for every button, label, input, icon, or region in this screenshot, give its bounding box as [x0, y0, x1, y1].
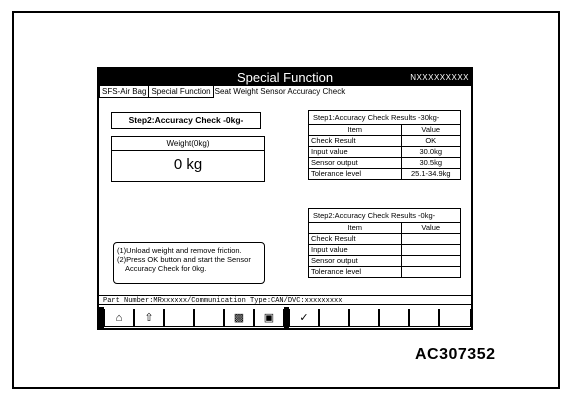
- toolbar-empty-button[interactable]: [439, 309, 471, 327]
- table-row: [309, 234, 460, 245]
- instruction-box: [113, 242, 265, 284]
- toolbar-empty-button[interactable]: [319, 309, 349, 327]
- results-caption: Step1:Accuracy Check Results -30kg-: [309, 111, 460, 125]
- table-row: [309, 158, 460, 169]
- save-button[interactable]: [254, 309, 284, 327]
- toolbar-empty-button[interactable]: [164, 309, 194, 327]
- row-item: Tolerance level: [309, 169, 401, 180]
- breadcrumb: [99, 86, 346, 98]
- breadcrumb-tab-seat-weight-check: Seat Weight Sensor Accuracy Check: [214, 87, 346, 96]
- row-value: 30.0kg: [401, 147, 460, 158]
- instruction-line: (2)Press OK button and start the Sensor: [117, 255, 251, 264]
- weight-panel: [111, 136, 265, 182]
- results-caption: Step2:Accuracy Check Results -0kg-: [309, 209, 460, 223]
- breadcrumb-tab-sfs-air-bag[interactable]: SFS-Air Bag: [99, 86, 149, 98]
- toolbar-empty-button[interactable]: [409, 309, 439, 327]
- results-table-30kg: [308, 110, 461, 180]
- column-header-item: Item: [309, 125, 401, 136]
- column-header-item: Item: [309, 223, 401, 234]
- device-code: NXXXXXXXXX: [410, 73, 469, 82]
- row-value: OK: [401, 136, 460, 147]
- row-item: Check Result: [309, 234, 401, 245]
- table-row: [309, 169, 460, 180]
- results-table-0kg: [308, 208, 461, 278]
- toolbar-empty-button[interactable]: [349, 309, 379, 327]
- scan-tool-screen: [97, 67, 473, 330]
- toolbar-empty-button[interactable]: [194, 309, 224, 327]
- title-bar: [99, 69, 471, 86]
- back-button[interactable]: [134, 309, 164, 327]
- column-header-value: Value: [401, 223, 460, 234]
- table-row: [309, 147, 460, 158]
- status-line: Part Number:MRxxxxxx/Communication Type:CAN/DVC:xxxxxxxxx: [99, 295, 471, 305]
- back-icon: ⇧: [144, 312, 154, 324]
- row-value: [401, 267, 460, 278]
- weight-header: Weight(0kg): [112, 137, 264, 151]
- row-item: Sensor output: [309, 256, 401, 267]
- print-icon: ▩: [233, 312, 245, 324]
- table-row: [309, 256, 460, 267]
- bottom-toolbar: [99, 307, 471, 328]
- row-item: Check Result: [309, 136, 401, 147]
- figure-code: AC307352: [415, 346, 496, 363]
- save-icon: ▣: [263, 312, 275, 324]
- row-value: [401, 256, 460, 267]
- instruction-line: (1)Unload weight and remove friction.: [117, 246, 242, 255]
- row-value: 30.5kg: [401, 158, 460, 169]
- table-row: [309, 245, 460, 256]
- toolbar-empty-button[interactable]: [379, 309, 409, 327]
- row-item: Input value: [309, 147, 401, 158]
- print-button[interactable]: [224, 309, 254, 327]
- row-value: [401, 234, 460, 245]
- column-header-value: Value: [401, 125, 460, 136]
- row-item: Tolerance level: [309, 267, 401, 278]
- table-row: [309, 267, 460, 278]
- instruction-line: Accuracy Check for 0kg.: [125, 264, 207, 273]
- ok-button[interactable]: [289, 309, 319, 327]
- breadcrumb-tab-special-function[interactable]: Special Function: [148, 86, 213, 98]
- table-row: [309, 136, 460, 147]
- row-item: Input value: [309, 245, 401, 256]
- home-icon: ⌂: [115, 312, 123, 324]
- row-value: [401, 245, 460, 256]
- row-item: Sensor output: [309, 158, 401, 169]
- step2-label: Step2:Accuracy Check -0kg-: [111, 112, 261, 129]
- home-button[interactable]: [104, 309, 134, 327]
- ok-check-icon: ✓: [299, 312, 309, 324]
- weight-value: 0 kg: [173, 156, 203, 173]
- row-value: 25.1-34.9kg: [401, 169, 460, 180]
- window-title: Special Function: [236, 70, 334, 85]
